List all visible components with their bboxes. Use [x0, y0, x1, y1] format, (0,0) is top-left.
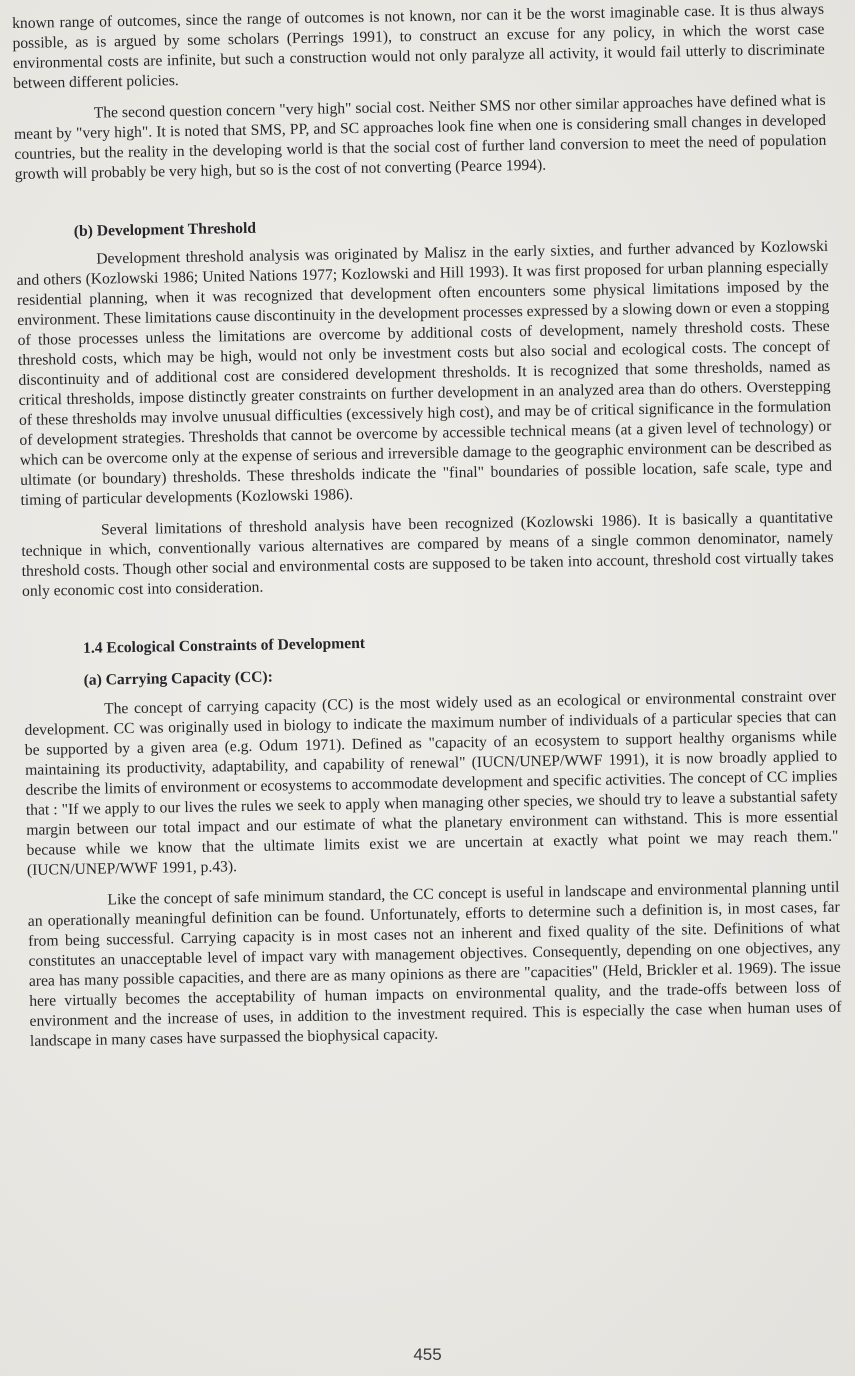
paragraph-very-high-cost: The second question concern "very high" social cost. Neither SMS nor other similar approaches have defined what is meant by "very high". It is noted that SMS, PP, and SC approaches look fine when one is considering small changes in developed countries, but the reality in the developing world is that the social cost of further land conversion to meet the need of population growth will probably be very high, but so is the cost of not converting (Pearce 1994).: [13, 91, 827, 183]
paragraph-continued: known range of outcomes, since the range of outcomes is not known, nor can it be the worst imaginable case. It is thus always possible, as is argued by some scholars (Perrings 1991), to construct an excuse for any policy, in which the worst case environmental costs are infinite, but such a construction would not only paralyze all activity, it would fail utterly to discriminate between different policies.: [12, 0, 825, 92]
page-body: [12, 0, 842, 1052]
paragraph-threshold-limitations: Several limitations of threshold analysis have been recognized (Kozlowski 1986). It is basically a quantitative technique in which, conventionally various alternatives are compared by means of a single common denominator, namely threshold costs. Though other social and environmental costs are supposed to be taken into account, threshold cost virtually takes only economic cost into consideration.: [21, 508, 834, 600]
heading-development-threshold: (b) Development Threshold: [73, 219, 257, 240]
heading-ecological-constraints: 1.4 Ecological Constraints of Development: [82, 634, 366, 657]
heading-carrying-capacity: (a) Carrying Capacity (CC):: [83, 668, 274, 689]
paragraph-threshold-analysis: Development threshold analysis was originated by Malisz in the early sixties, and further advanced by Kozlowski and others (Kozlowski 1986; United Nations 1977; Kozlowski and Hill 1993). It was first proposed for urban planning especially residential planning, when it was recognized that development often encounters some physical limitations imposed by the environment. These limitations cause discontinuity in the development processes expressed by a slowing down or even a stopping of those processes unless the limitations are overcome by additional costs of development, namely threshold costs. These threshold costs, which may be high, would not only be investment costs but also social and ecological costs. The concept of discontinuity and of additional cost are considered development thresholds. It is recognized that some thresholds, named as critical thresholds, impose distinctly greater constraints on further development in an analyzed area than do others. Overstepping of these thresholds may involve unusual difficulties (excessively high cost), and may be of critical significance in the formulation of development strategies. Thresholds that cannot be overcome by accessible technical means (at a given level of technology) or which can be overcome only at the expense of serious and irreversible damage to the geographic environment can be described as ultimate (or boundary) thresholds. These thresholds indicate the "final" boundaries of possible location, safe scale, type and timing of particular developments (Kozlowski 1986).: [16, 237, 833, 509]
paragraph-cc-concept: The concept of carrying capacity (CC) is the most widely used as an ecological or environmental constraint over development. CC was originally used in biology to indicate the maximum number of individuals of a particular species that can be supported by a given area (e.g. Odum 1971). Defined as "capacity of an ecosystem to support healthy organisms while maintaining its productivity, adaptability, and capability of renewal" (IUCN/UNEP/WWF 1991), it is now broadly applied to describe the limits of environment or ecosystems to accommodate development and specific activities. The concept of CC implies that : "If we apply to our lives the rules we seek to apply when managing other species, we should try to leave a substantial safety margin between our total impact and our estimate of what the planetary environment can withstand. This is more essential because while we know that the ultimate limits exist we are uncertain at exactly what point we may reach them." (IUCN/UNEP/WWF 1991, p.43).: [24, 687, 839, 879]
page-number: 455: [413, 1345, 442, 1364]
paragraph-cc-limitations: Like the concept of safe minimum standard, the CC concept is useful in landscape and environmental planning until an operationally meaningful definition can be found. Unfortunately, efforts to determine such a definition is, in most cases, far from being successful. Carrying capacity is in most cases not an inherent and fixed quality of the site. Definitions of what constitutes an unacceptable level of impact vary with management objectives. Consequently, depending on one objectives, any area has many possible capacities, and there are as many opinions as there are "capacities" (Held, Brickler et al. 1969). The issue here virtually becomes the acceptability of human impacts on environmental quality, and the trade-offs between loss of environment and the increase of uses, in addition to the investment required. This is especially the case when human uses of landscape in many cases have surpassed the biophysical capacity.: [27, 878, 842, 1050]
